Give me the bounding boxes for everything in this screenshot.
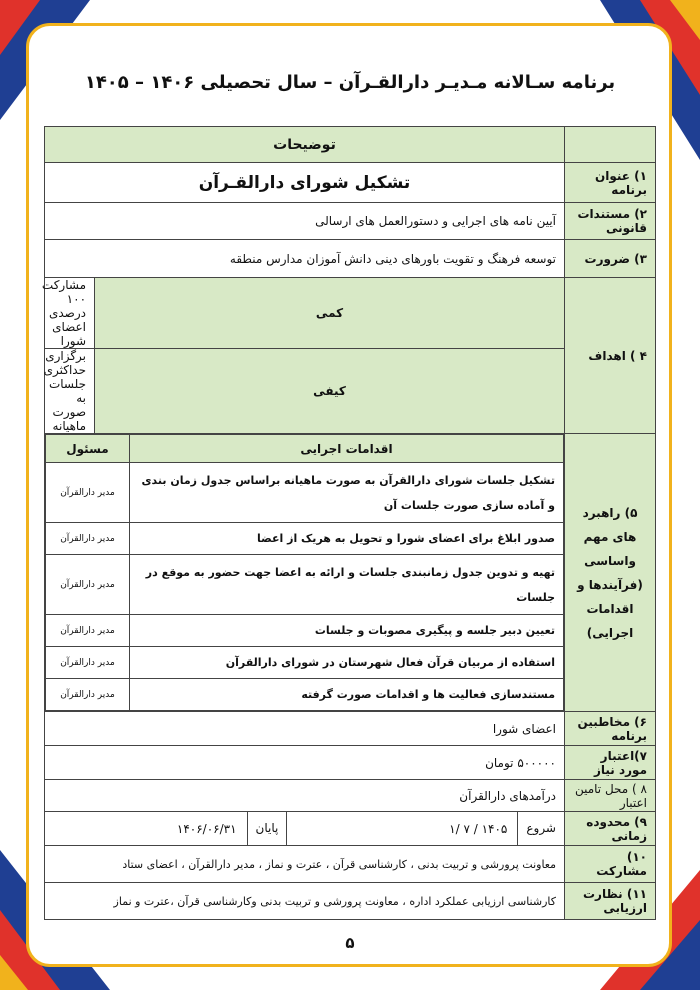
strategies-header-row <box>46 435 564 463</box>
end-label: پایان <box>247 812 288 845</box>
necessity-label: ۳) ضرورت <box>565 240 656 278</box>
strategies-cell <box>45 434 565 712</box>
header-label-cell <box>565 127 656 163</box>
strategies-row <box>45 434 656 712</box>
responsible-text: مدیر دارالقرآن <box>46 647 130 679</box>
responsible-header: مسئول <box>46 435 130 463</box>
strategies-label: ۵) راهبرد های مهم واساسی (فرآیندها و اقدامات اجرایی) <box>565 434 656 712</box>
goals-qualitative-row <box>45 349 656 434</box>
timeframe-row <box>45 812 656 846</box>
table-header-row <box>45 127 656 163</box>
timeframe-label: ۹) محدوده زمانی <box>565 812 656 846</box>
participation-row <box>45 846 656 883</box>
action-text: تشکیل جلسات شورای دارالقرآن به صورت ماهیانه براساس جدول زمان بندی و آماده سازی صورت جلسات آن <box>130 463 564 523</box>
program-title-value: تشکیل شورای دارالقـرآن <box>45 163 565 203</box>
goals-qualitative-value: برگزاری حداکثری جلسات به صورت ماهیانه <box>45 349 95 434</box>
program-title-label: ۱) عنوان برنامه <box>565 163 656 203</box>
responsible-text: مدیر دارالقرآن <box>46 463 130 523</box>
legal-docs-value: آیین نامه های اجرایی و دستورالعمل های ارسالی <box>45 203 565 240</box>
budget-row <box>45 746 656 780</box>
start-label: شروع <box>517 812 564 845</box>
responsible-text: مدیر دارالقرآن <box>46 679 130 711</box>
description-header: توضیحات <box>45 127 565 163</box>
actions-header: اقدامات اجرایی <box>130 435 564 463</box>
table-row <box>46 463 564 523</box>
audience-row <box>45 712 656 746</box>
budget-label: ۷)اعتبار مورد نیاز <box>565 746 656 780</box>
page-title: برنامه سـالانه مـدیـر دارالقـرآن – سال تحصیلی ۱۴۰۶ – ۱۴۰۵ <box>84 72 616 93</box>
funding-label: ۸ ) محل تامین اعتبار <box>565 780 656 812</box>
goals-qualitative-label: کیفی <box>95 349 565 434</box>
evaluation-value: کارشناسی ارزیابی عملکرد اداره ، معاونت پرورشی و تربیت بدنی وکارشناسی قرآن ،عترت و نماز <box>45 883 565 920</box>
participation-label: ۱۰) مشارکت <box>565 846 656 883</box>
table-row <box>46 615 564 647</box>
timeframe-content <box>45 812 564 845</box>
action-text: تعیین دبیر جلسه و پیگیری مصوبات و جلسات <box>130 615 564 647</box>
responsible-text: مدیر دارالقرآن <box>46 615 130 647</box>
responsible-text: مدیر دارالقرآن <box>46 555 130 615</box>
evaluation-label: ۱۱) نظارت ارزیابی <box>565 883 656 920</box>
legal-docs-row <box>45 203 656 240</box>
funding-value: درآمدهای دارالقرآن <box>45 780 565 812</box>
responsible-text: مدیر دارالقرآن <box>46 523 130 555</box>
budget-value: ۵۰۰۰۰۰ تومان <box>45 746 565 780</box>
necessity-row <box>45 240 656 278</box>
goals-quantitative-row <box>45 278 656 349</box>
strategies-table <box>45 434 564 711</box>
action-text: استفاده از مربیان قرآن فعال شهرستان در شورای دارالقرآن <box>130 647 564 679</box>
action-text: تهیه و تدوین جدول زمانبندی جلسات و ارائه به اعضا جهت حضور به موقع در جلسات <box>130 555 564 615</box>
program-title-row <box>45 163 656 203</box>
audience-label: ۶) مخاطبین برنامه <box>565 712 656 746</box>
action-text: مستندسازی فعالیت ها و اقدامات صورت گرفته <box>130 679 564 711</box>
legal-docs-label: ۲) مستندات قانونی <box>565 203 656 240</box>
timeframe-cell <box>45 812 565 846</box>
goals-quantitative-value: مشارکت ۱۰۰ درصدی اعضای شورا <box>45 278 95 349</box>
program-table <box>41 126 656 920</box>
goals-quantitative-label: کمی <box>95 278 565 349</box>
funding-row <box>45 780 656 812</box>
table-row <box>46 679 564 711</box>
page-number: ۵ <box>345 934 355 952</box>
end-value: ۱۴۰۶/۰۶/۳۱ <box>176 821 237 836</box>
necessity-value: توسعه فرهنگ و تقویت باورهای دینی دانش آموزان مدارس منطقه <box>45 240 565 278</box>
table-row <box>46 523 564 555</box>
table-row <box>46 647 564 679</box>
table-row <box>46 555 564 615</box>
evaluation-row <box>45 883 656 920</box>
action-text: صدور ابلاغ برای اعضای شورا و تحویل به هریک از اعضا <box>130 523 564 555</box>
participation-value: معاونت پرورشی و تربیت بدنی ، کارشناسی قرآن ، عترت و نماز ، مدیر دارالقرآن ، اعضای ستاد <box>45 846 565 883</box>
start-value: ۱۴۰۵ / ۷ /۱ <box>449 821 508 836</box>
goals-label: ۴ ) اهداف <box>565 278 656 434</box>
audience-value: اعضای شورا <box>45 712 565 746</box>
